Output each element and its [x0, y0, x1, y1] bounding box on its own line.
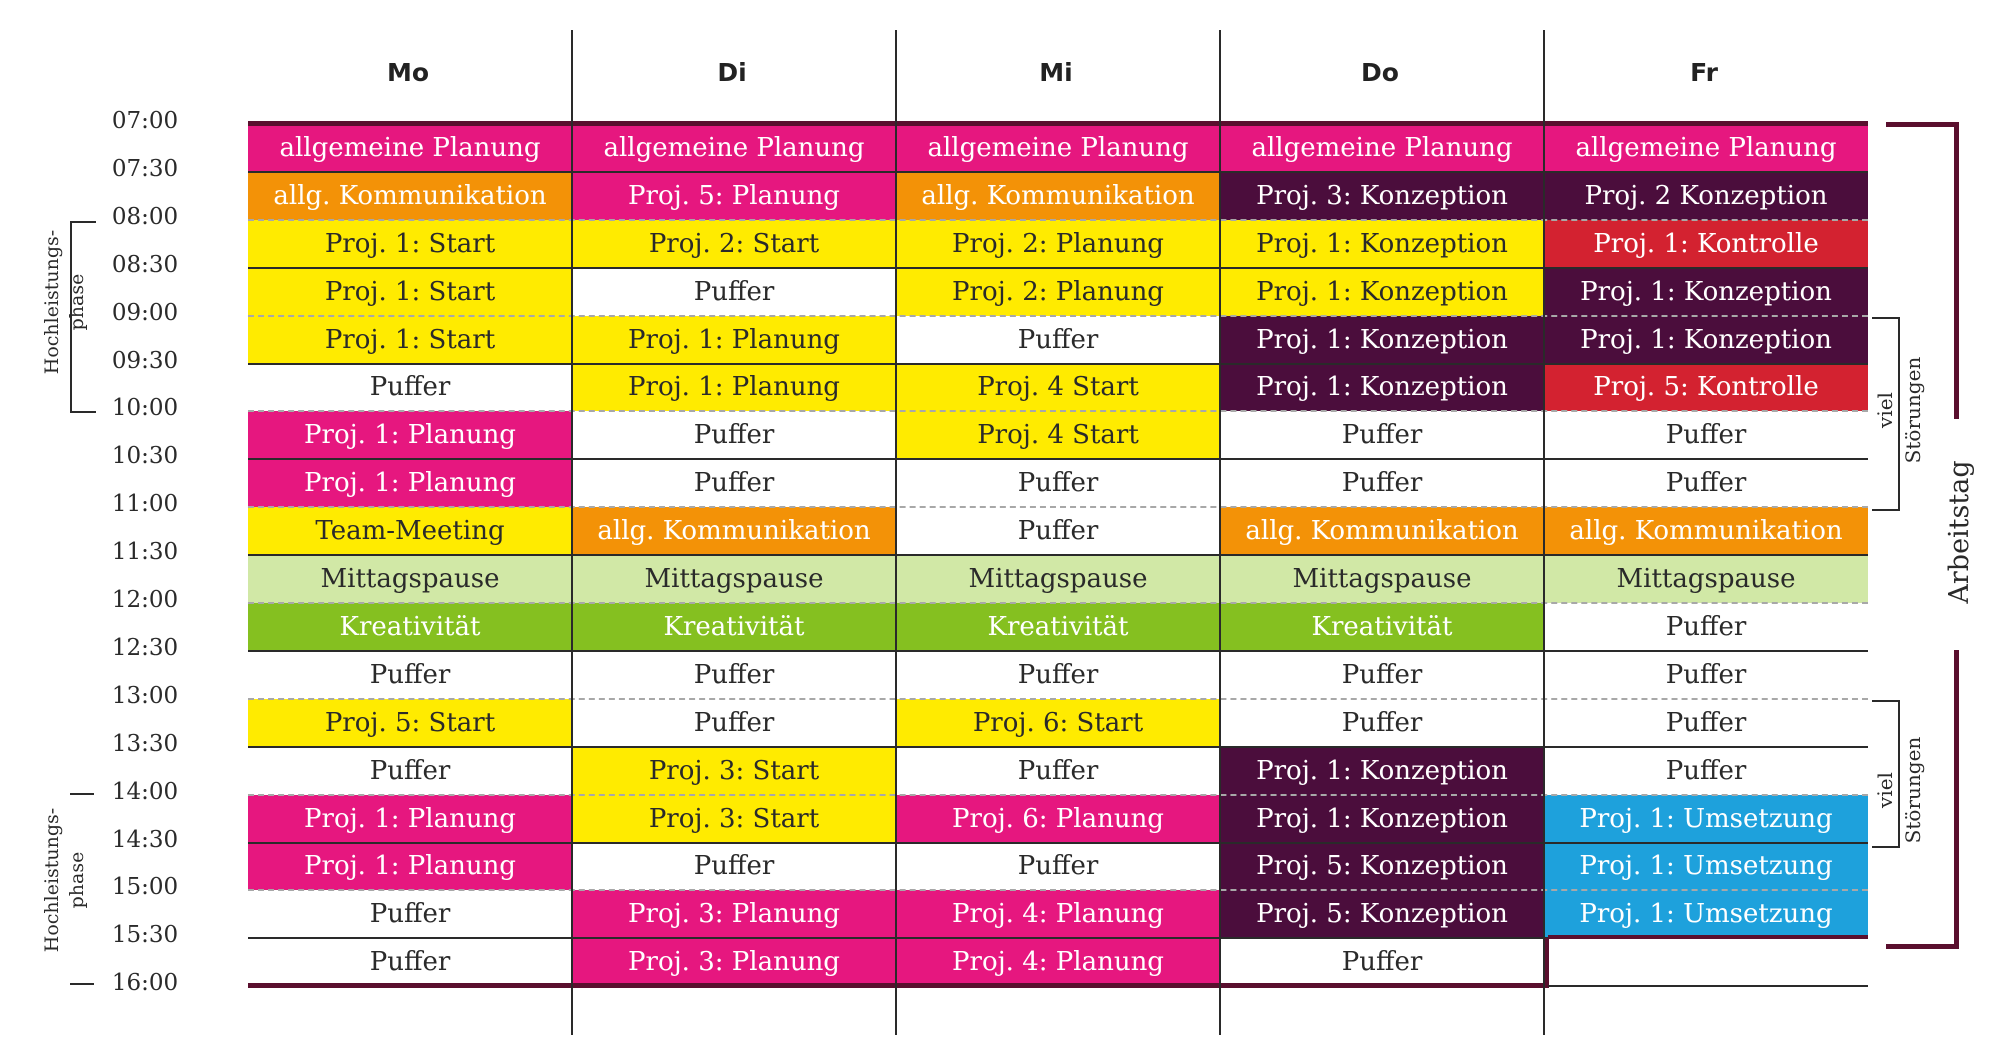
- row-separator: [248, 794, 1868, 796]
- schedule-cell[interactable]: Proj. 1: Konzeption: [1220, 795, 1544, 843]
- schedule-cell[interactable]: Proj. 1: Planung: [248, 843, 572, 891]
- schedule-cell[interactable]: Proj. 5: Kontrolle: [1544, 364, 1868, 412]
- row-separator: [248, 219, 1868, 221]
- schedule-cell[interactable]: Puffer: [1220, 651, 1544, 699]
- schedule-cell[interactable]: Puffer: [1544, 651, 1868, 699]
- time-label: 08:30: [111, 251, 179, 278]
- schedule-cell[interactable]: Proj. 1: Planung: [248, 459, 572, 507]
- schedule-cell[interactable]: allg. Kommunikation: [572, 507, 896, 555]
- time-label: 09:00: [111, 299, 179, 326]
- time-label: 12:00: [111, 587, 179, 613]
- row-separator: [248, 458, 1868, 460]
- schedule-cell[interactable]: Puffer: [896, 747, 1220, 795]
- viel-top-line1: viel: [1873, 392, 1897, 428]
- schedule-cell[interactable]: Proj. 1: Konzeption: [1220, 268, 1544, 316]
- schedule-top-border: [248, 121, 1868, 126]
- schedule-cell[interactable]: allgemeine Planung: [1220, 124, 1544, 172]
- schedule-cell[interactable]: Proj. 5: Konzeption: [1220, 843, 1544, 891]
- hochleistung-bottom-line1: Hochleistungs-: [41, 807, 63, 953]
- schedule-cell[interactable]: Proj. 1: Planung: [248, 795, 572, 843]
- schedule-cell[interactable]: Puffer: [896, 651, 1220, 699]
- schedule-cell[interactable]: allgemeine Planung: [1544, 124, 1868, 172]
- schedule-cell[interactable]: Puffer: [248, 938, 572, 986]
- schedule-cell[interactable]: Puffer: [1544, 603, 1868, 651]
- schedule-cell[interactable]: Puffer: [1544, 411, 1868, 459]
- hochleistung-bottom-tick-top: [70, 793, 94, 795]
- time-label: 15:00: [111, 874, 179, 901]
- schedule-cell[interactable]: Puffer: [896, 459, 1220, 507]
- schedule-cell[interactable]: Proj. 1: Konzeption: [1544, 268, 1868, 316]
- row-separator: [248, 506, 1868, 508]
- row-separator: [248, 171, 1868, 173]
- schedule-cell[interactable]: Proj. 1: Umsetzung: [1544, 843, 1868, 891]
- row-separator: [248, 889, 1868, 891]
- viel-bottom-line1: viel: [1873, 772, 1897, 808]
- day-header-do: Do: [1361, 58, 1399, 87]
- schedule-cell[interactable]: Mittagspause: [1220, 555, 1544, 603]
- schedule-cell[interactable]: Proj. 2: Start: [572, 220, 896, 268]
- schedule-cell[interactable]: Puffer: [896, 507, 1220, 555]
- schedule-cell[interactable]: [1544, 938, 1868, 986]
- schedule-cell[interactable]: Proj. 5: Planung: [572, 172, 896, 220]
- time-label: 16:00: [111, 970, 179, 997]
- time-label: 11:00: [111, 491, 179, 518]
- schedule-cell[interactable]: Proj. 6: Planung: [896, 795, 1220, 843]
- schedule-cell[interactable]: Puffer: [1544, 747, 1868, 795]
- schedule-cell[interactable]: Proj. 1: Konzeption: [1220, 364, 1544, 412]
- schedule-cell[interactable]: allgemeine Planung: [572, 124, 896, 172]
- day-header-mo: Mo: [386, 58, 430, 87]
- row-separator: [248, 554, 1868, 556]
- viel-bottom-line2: Störungen: [1901, 736, 1925, 844]
- row-separator: [248, 363, 1868, 365]
- row-separator: [248, 602, 1868, 604]
- row-separator: [248, 315, 1868, 317]
- schedule-cell[interactable]: allg. Kommunikation: [1544, 507, 1868, 555]
- row-separator: [248, 267, 1868, 269]
- time-label: 14:30: [111, 826, 179, 853]
- schedule-cell[interactable]: Proj. 4: Planung: [896, 890, 1220, 938]
- schedule-cell[interactable]: Mittagspause: [248, 555, 572, 603]
- schedule-cell[interactable]: Puffer: [572, 699, 896, 747]
- schedule-cell[interactable]: Puffer: [572, 411, 896, 459]
- schedule-cell[interactable]: Proj. 2: Planung: [896, 220, 1220, 268]
- hochleistung-top-bracket: [70, 221, 96, 413]
- schedule-cell[interactable]: Proj. 1: Kontrolle: [1544, 220, 1868, 268]
- row-separator: [248, 650, 1868, 652]
- hochleistung-bottom-line2: phase: [66, 851, 88, 909]
- day-header-di: Di: [717, 58, 747, 87]
- schedule-cell[interactable]: allg. Kommunikation: [1220, 507, 1544, 555]
- schedule-cell[interactable]: Proj. 1: Konzeption: [1220, 747, 1544, 795]
- schedule-cell[interactable]: Proj. 1: Planung: [248, 411, 572, 459]
- schedule-cell[interactable]: Proj. 6: Start: [896, 699, 1220, 747]
- time-label: 07:30: [111, 155, 179, 182]
- hochleistung-top-line2: phase: [66, 273, 88, 331]
- schedule-cell[interactable]: Proj. 1: Konzeption: [1220, 316, 1544, 364]
- schedule-cell[interactable]: Kreativität: [1220, 603, 1544, 651]
- day-header-fr: Fr: [1690, 58, 1718, 87]
- day-header-mi: Mi: [1039, 58, 1073, 87]
- fr-bottom-line: [1548, 985, 1868, 987]
- row-separator: [248, 746, 1868, 748]
- time-label: 08:00: [111, 203, 179, 230]
- schedule-cell[interactable]: Puffer: [896, 316, 1220, 364]
- schedule-cell[interactable]: Kreativität: [248, 603, 572, 651]
- schedule-cell[interactable]: Proj. 1: Konzeption: [1220, 220, 1544, 268]
- schedule-cell[interactable]: Proj. 1: Start: [248, 316, 572, 364]
- row-separator: [248, 698, 1868, 700]
- schedule-cell[interactable]: Puffer: [248, 651, 572, 699]
- schedule-cell[interactable]: Puffer: [248, 890, 572, 938]
- schedule-cell[interactable]: Proj. 3: Start: [572, 795, 896, 843]
- time-label: 10:00: [111, 395, 179, 422]
- schedule-cell[interactable]: Proj. 1: Planung: [572, 364, 896, 412]
- time-label: 13:30: [111, 730, 179, 757]
- schedule-cell[interactable]: Puffer: [572, 268, 896, 316]
- schedule-cell[interactable]: allg. Kommunikation: [248, 172, 572, 220]
- schedule-cell[interactable]: Puffer: [572, 843, 896, 891]
- hochleistung-bottom-tick-bottom: [70, 983, 94, 985]
- schedule-cell[interactable]: Proj. 1: Start: [248, 220, 572, 268]
- schedule-cell[interactable]: Proj. 3: Start: [572, 747, 896, 795]
- viel-stoerungen-bottom-bracket: [1872, 700, 1900, 848]
- time-label: 15:30: [111, 922, 179, 949]
- time-label: 12:30: [111, 634, 179, 661]
- schedule-cell[interactable]: allgemeine Planung: [896, 124, 1220, 172]
- schedule-cell[interactable]: Puffer: [572, 459, 896, 507]
- time-label: 13:00: [111, 682, 179, 709]
- arbeitstag-label: Arbeitstag: [1944, 460, 1975, 604]
- schedule-cell[interactable]: Proj. 1: Start: [248, 268, 572, 316]
- schedule-cell[interactable]: Puffer: [1544, 459, 1868, 507]
- schedule-cell[interactable]: allgemeine Planung: [248, 124, 572, 172]
- time-label: 10:30: [111, 443, 179, 470]
- schedule-cell[interactable]: Puffer: [1544, 699, 1868, 747]
- schedule-cell[interactable]: Puffer: [572, 651, 896, 699]
- schedule-bottom-border: [248, 983, 1546, 988]
- schedule-cell[interactable]: Proj. 2 Konzeption: [1544, 172, 1868, 220]
- time-label: 14:00: [111, 778, 179, 805]
- hochleistung-top-line1: Hochleistungs-: [41, 229, 63, 375]
- schedule-cell[interactable]: allg. Kommunikation: [896, 172, 1220, 220]
- column-divider: [895, 30, 897, 1035]
- row-separator: [248, 410, 1868, 412]
- schedule-cell[interactable]: Puffer: [1220, 938, 1544, 986]
- schedule-cell[interactable]: Proj. 1: Planung: [572, 316, 896, 364]
- schedule-cell[interactable]: Mittagspause: [896, 555, 1220, 603]
- fr-end-border: [1548, 935, 1868, 939]
- schedule-cell[interactable]: Puffer: [1220, 459, 1544, 507]
- schedule-cell[interactable]: Mittagspause: [1544, 555, 1868, 603]
- schedule-cell[interactable]: Proj. 3: Planung: [572, 890, 896, 938]
- schedule-cell[interactable]: Proj. 1: Konzeption: [1544, 316, 1868, 364]
- schedule-cell[interactable]: Puffer: [896, 843, 1220, 891]
- schedule-cell[interactable]: Proj. 2: Planung: [896, 268, 1220, 316]
- schedule-cell[interactable]: Proj. 3: Planung: [572, 938, 896, 986]
- viel-stoerungen-top-bracket: [1872, 317, 1900, 511]
- schedule-cell[interactable]: Puffer: [248, 364, 572, 412]
- schedule-cell[interactable]: Proj. 5: Start: [248, 699, 572, 747]
- schedule-cell[interactable]: Puffer: [1220, 411, 1544, 459]
- column-divider: [1219, 30, 1221, 1035]
- schedule-cell[interactable]: Kreativität: [572, 603, 896, 651]
- schedule-cell[interactable]: Proj. 1: Umsetzung: [1544, 890, 1868, 938]
- viel-top-line2: Störungen: [1901, 356, 1925, 464]
- schedule-cell[interactable]: Puffer: [248, 747, 572, 795]
- schedule-cell[interactable]: Proj. 1: Umsetzung: [1544, 795, 1868, 843]
- schedule-cell[interactable]: Proj. 3: Konzeption: [1220, 172, 1544, 220]
- schedule-cell[interactable]: Mittagspause: [572, 555, 896, 603]
- schedule-cell[interactable]: Proj. 4 Start: [896, 364, 1220, 412]
- time-label: 11:30: [111, 539, 179, 566]
- time-label: 09:30: [111, 347, 179, 374]
- schedule-cell[interactable]: Proj. 4 Start: [896, 411, 1220, 459]
- schedule-cell[interactable]: Kreativität: [896, 603, 1220, 651]
- schedule-cell[interactable]: Team-Meeting: [248, 507, 572, 555]
- hochleistungsphase-bottom-label: [40, 780, 100, 980]
- schedule-cell[interactable]: Puffer: [1220, 699, 1544, 747]
- schedule-cell[interactable]: Proj. 4: Planung: [896, 938, 1220, 986]
- row-separator: [248, 842, 1868, 844]
- time-label: 07:00: [111, 108, 179, 134]
- column-divider: [571, 30, 573, 1035]
- schedule-cell[interactable]: Proj. 5: Konzeption: [1220, 890, 1544, 938]
- column-divider: [1543, 30, 1545, 1035]
